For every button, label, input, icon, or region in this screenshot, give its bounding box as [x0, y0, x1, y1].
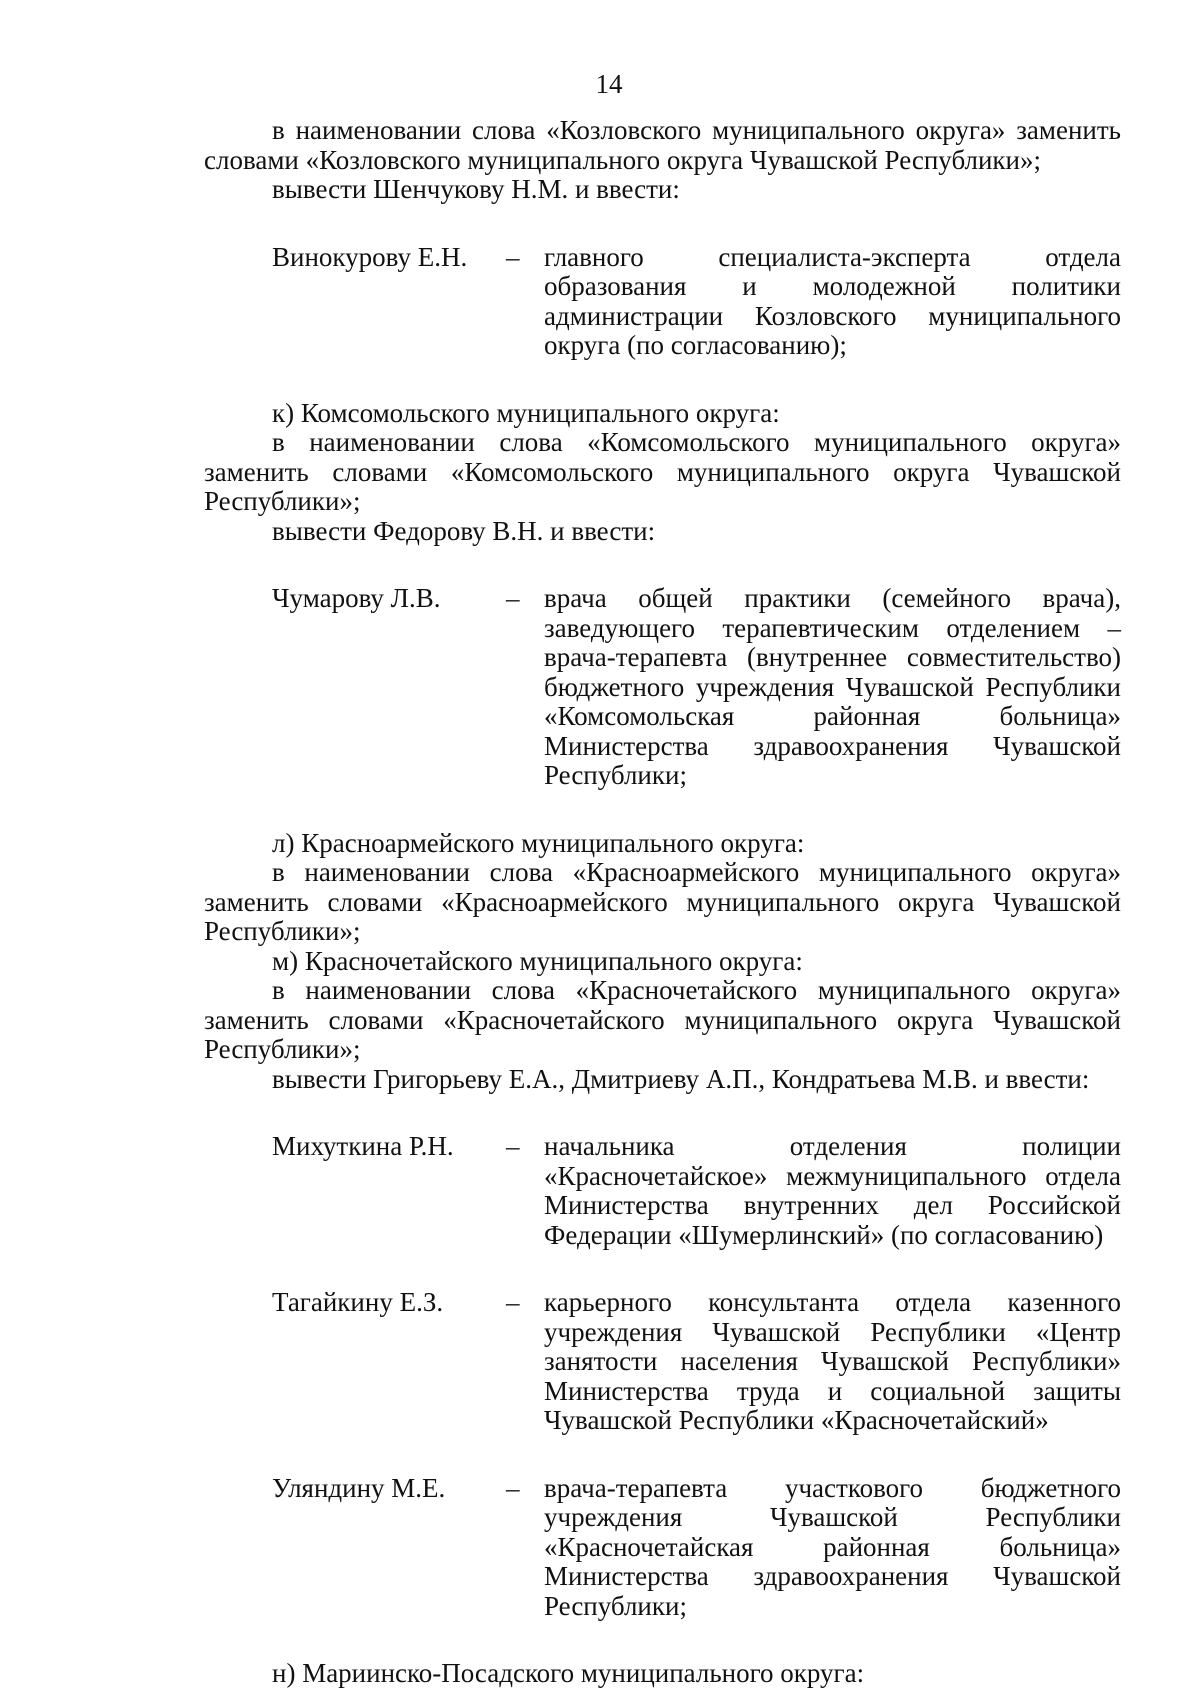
member-dash: – — [506, 1472, 520, 1503]
member-description: врача-терапевта участкового бюджетного учреждения Чувашской Республики «Красночетайская районная больница» Министерства здравоохранения Чувашской Республики; — [544, 1472, 1121, 1621]
member-name: Винокурову Е.Н. — [272, 241, 468, 272]
section-heading-krasnoarmeysky: л) Красноармейского муниципального округа: — [272, 827, 805, 858]
paragraph-komsomolsky-rename: в наименовании слова «Комсомольского муниципального округа» заменить словами «Комсомольского муниципального округа Чувашской Республики»; — [204, 427, 1121, 516]
member-dash: – — [506, 241, 520, 272]
section-heading-komsomolsky: к) Комсомольского муниципального округа: — [272, 397, 780, 428]
member-description: главного специалиста-эксперта отдела образования и молодежной политики администрации Козловского муниципального округа (по согласованию); — [544, 241, 1121, 360]
paragraph-krasnoarmeysky-rename: в наименовании слова «Красноармейского муниципального округа» заменить словами «Красноармейского муниципального округа Чувашской Республики»; — [204, 857, 1121, 946]
member-description: начальника отделения полиции «Красночетайское» межмуниципального отдела Министерства внутренних дел Российской Федерации «Шумерлинский» (по согласованию) — [544, 1131, 1121, 1250]
paragraph-kozlovsky-rename: в наименовании слова «Козловского муниципального округа» заменить словами «Козловского муниципального округа Чувашской Республики»; — [204, 115, 1121, 175]
member-dash: – — [506, 1131, 520, 1161]
member-entry-chumarova — [272, 584, 1121, 791]
member-entry-tagaykina — [272, 1288, 1121, 1436]
member-name: Уляндину М.Е. — [272, 1472, 446, 1503]
page-number: 14 — [595, 69, 623, 99]
member-name: Михуткина Р.Н. — [272, 1131, 454, 1161]
member-dash: – — [506, 583, 520, 613]
paragraph-komsomolsky-remove: вывести Федорову В.Н. и ввести: — [272, 515, 656, 546]
paragraph-kozlovsky-remove: вывести Шенчукову Н.М. и ввести: — [272, 174, 680, 204]
section-heading-krasnochetaysky: м) Красночетайского муниципального округа: — [272, 945, 803, 976]
member-name: Тагайкину Е.З. — [272, 1287, 444, 1317]
member-dash: – — [506, 1287, 520, 1317]
member-entry-vinokurova — [272, 243, 1121, 361]
paragraph-krasnochetaysky-remove: вывести Григорьеву Е.А., Дмитриеву А.П., Кондратьева М.В. и ввести: — [272, 1063, 1090, 1094]
document-body — [204, 116, 1121, 1689]
member-description: врача общей практики (семейного врача), заведующего терапевтическим отделением – врача-терапевта (внутреннее совместительство) бюджетного учреждения Чувашской Республики «Комсомольская районная больница» Министерства здравоохранения Чувашской Республики; — [544, 583, 1121, 790]
member-description: карьерного консультанта отдела казенного учреждения Чувашской Республики «Центр занятости населения Чувашской Республики» Министерства труда и социальной защиты Чувашской Республики «Красночетайский» — [544, 1287, 1121, 1435]
member-name: Чумарову Л.В. — [272, 583, 441, 613]
section-heading-mariinsko-posadsky: н) Мариинско-Посадского муниципального округа: — [272, 1658, 865, 1688]
member-entry-mikhutkin — [272, 1132, 1121, 1250]
paragraph-krasnochetaysky-rename: в наименовании слова «Красночетайского муниципального округа» заменить словами «Красночетайского муниципального округа Чувашской Республики»; — [204, 975, 1121, 1064]
member-entry-ulyandina — [272, 1474, 1121, 1622]
